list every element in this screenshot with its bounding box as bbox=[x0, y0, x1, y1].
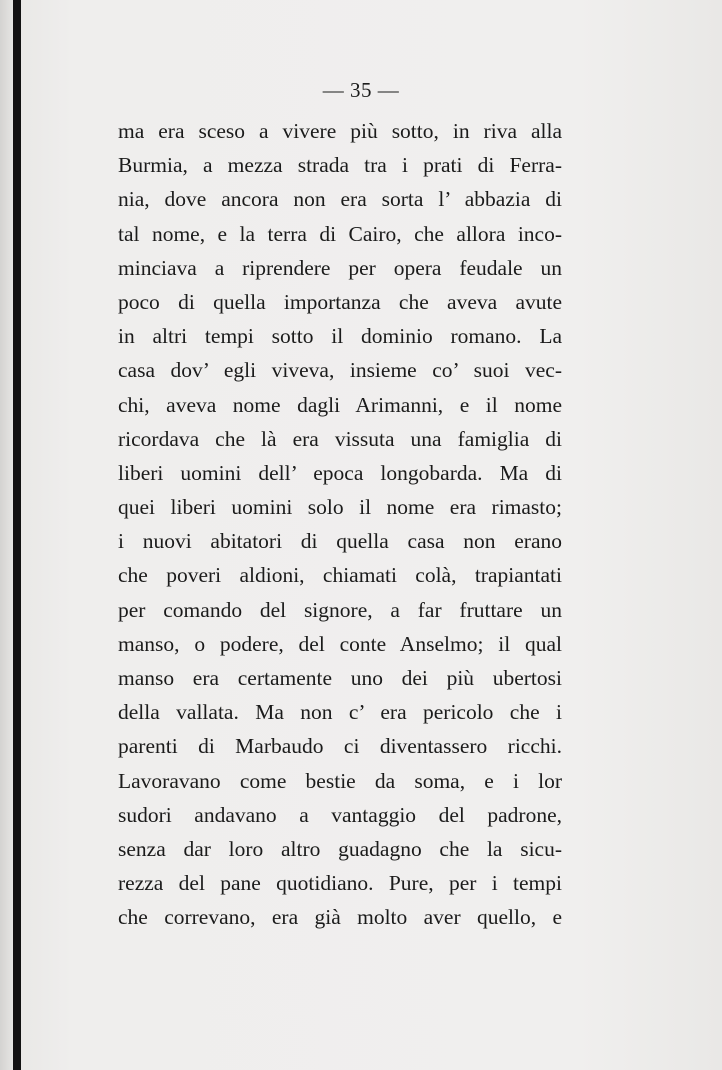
text-line: della vallata. Ma non c’ era pericolo che i bbox=[118, 700, 562, 725]
text-line: nia, dove ancora non era sorta l’ abbazia di bbox=[118, 187, 562, 212]
text-line: parenti di Marbaudo ci diventassero ricchi. bbox=[118, 734, 562, 759]
body-text bbox=[118, 114, 562, 935]
text-line: in altri tempi sotto il dominio romano. La bbox=[118, 324, 562, 349]
text-line: quei liberi uomini solo il nome era rimasto; bbox=[118, 495, 562, 520]
text-line: minciava a riprendere per opera feudale un bbox=[118, 255, 562, 280]
text-line: chi, aveva nome dagli Arimanni, e il nome bbox=[118, 392, 562, 417]
text-line: manso era certamente uno dei più ubertosi bbox=[118, 666, 562, 690]
text-line: rezza del pane quotidiano. Pure, per i tempi bbox=[118, 871, 562, 896]
text-line: per comando del signore, a far fruttare un bbox=[118, 597, 562, 622]
text-line: ricordava che là era vissuta una famiglia di bbox=[118, 426, 562, 451]
text-line: casa dov’ egli viveva, insieme co’ suoi vec- bbox=[118, 358, 562, 383]
binding-edge bbox=[13, 0, 21, 1070]
text-line: i nuovi abitatori di quella casa non erano bbox=[118, 529, 562, 554]
text-line: senza dar loro altro guadagno che la sicu- bbox=[118, 836, 562, 861]
text-line: liberi uomini dell’ epoca longobarda. Ma di bbox=[118, 460, 562, 485]
page-number: — 35 — bbox=[322, 78, 400, 102]
text-line: Burmia, a mezza strada tra i prati di Ferra- bbox=[118, 153, 562, 178]
text-line: sudori andavano a vantaggio del padrone, bbox=[118, 802, 562, 827]
text-line: che poveri aldioni, chiamati colà, trapiantati bbox=[118, 563, 562, 588]
text-line: tal nome, e la terra di Cairo, che allora inco- bbox=[118, 221, 562, 246]
text-line: ma era sceso a vivere più sotto, in riva alla bbox=[118, 119, 562, 143]
text-line: Lavoravano come bestie da soma, e i lor bbox=[118, 768, 562, 793]
binding-shadow bbox=[0, 0, 13, 1070]
text-line: manso, o podere, del conte Anselmo; il qual bbox=[118, 631, 562, 656]
text-line: che correvano, era già molto aver quello, e bbox=[118, 905, 562, 930]
text-line: poco di quella importanza che aveva avute bbox=[118, 289, 562, 314]
